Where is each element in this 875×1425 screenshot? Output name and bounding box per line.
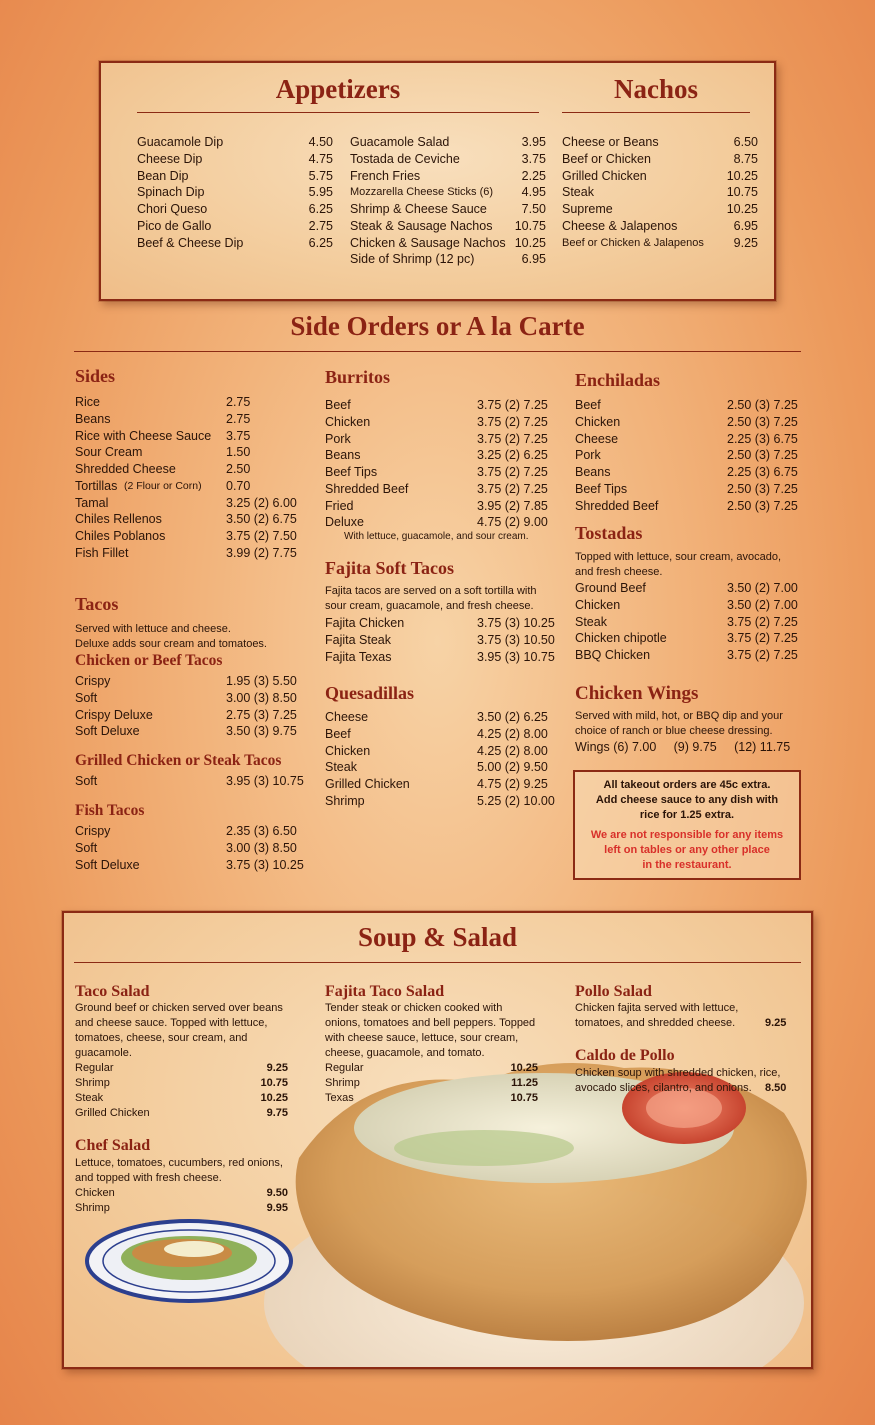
description-line: cheese, guacamole, and tomato. <box>325 1047 485 1059</box>
item-price: 2.50 (3) 7.25 <box>727 498 798 513</box>
menu-item <box>350 134 546 151</box>
menu-item <box>137 134 333 151</box>
item-name: Deluxe <box>325 515 364 530</box>
description-line: Ground beef or chicken served over beans <box>75 1002 283 1014</box>
item-name: Chicken & Sausage Nachos <box>350 235 506 250</box>
item-price: 2.25 <box>521 168 546 183</box>
item-name: Beef <box>325 726 351 741</box>
item-price: 9.50 <box>266 1187 288 1199</box>
menu-item <box>325 1061 538 1076</box>
fajita-tacos-desc-2: sour cream, guacamole, and fresh cheese. <box>325 600 534 612</box>
side-orders-title: Side Orders or A la Carte <box>290 311 585 341</box>
notice-red-1: We are not responsible for any items <box>590 829 784 841</box>
menu-item <box>325 1076 538 1091</box>
item-name: Soft Deluxe <box>75 857 140 872</box>
item-name: Ground Beef <box>575 581 646 595</box>
item-name: Shrimp <box>75 1202 110 1214</box>
item-price: 2.35 (3) 6.50 <box>226 824 297 838</box>
caldo-desc-2: avocado slices, cilantro, and onions. <box>575 1082 752 1094</box>
item-name: Shredded Beef <box>575 498 659 513</box>
item-name: Beans <box>575 465 611 479</box>
soup-salad-title: Soup & Salad <box>357 922 518 952</box>
item-name: Beef <box>325 398 351 412</box>
item-name: Beef Tips <box>325 465 378 479</box>
enchiladas-heading: Enchiladas <box>575 370 661 390</box>
takeout-notice <box>573 770 801 880</box>
lettuce-edge <box>394 1130 574 1166</box>
item-price: 5.95 <box>308 185 333 200</box>
item-name: French Fries <box>350 168 421 183</box>
pollo-salad-desc-1: Chicken fajita served with lettuce, <box>575 1002 739 1014</box>
wings-desc-2: choice of ranch or blue cheese dressing. <box>575 725 773 737</box>
item-name: Steak <box>75 1092 104 1104</box>
item-name: Soft Deluxe <box>75 724 140 739</box>
description-line: onions, tomatoes and bell peppers. Topped <box>325 1017 536 1029</box>
item-price: 4.75 <box>308 151 333 166</box>
item-name: Sour Cream <box>75 445 143 460</box>
item-name: Cheese <box>575 431 619 446</box>
item-price: 10.25 <box>510 1062 538 1074</box>
tacos-heading: Tacos <box>75 594 119 614</box>
item-name: Shredded Cheese <box>75 462 176 476</box>
item-price: 6.50 <box>733 135 758 149</box>
item-name: Beans <box>75 411 111 426</box>
item-price: 3.00 (3) 8.50 <box>226 690 297 705</box>
item-name: Regular <box>75 1062 114 1074</box>
item-name: Pico de Gallo <box>137 218 212 233</box>
caldo-heading: Caldo de Pollo <box>575 1047 675 1064</box>
item-name: Soft <box>75 774 98 788</box>
soup-salad-rule <box>74 962 801 963</box>
item-price: 3.50 (3) 9.75 <box>226 724 297 739</box>
item-name: Bean Dip <box>137 168 189 183</box>
notice-line-3: rice for 1.25 extra. <box>639 809 735 821</box>
item-price: 10.75 <box>726 185 758 200</box>
item-price: 3.95 (2) 7.85 <box>477 498 548 513</box>
item-name: Guacamole Salad <box>350 135 450 149</box>
menu-item <box>350 184 546 201</box>
item-name: Shredded Beef <box>325 481 409 496</box>
item-price: 3.75 (3) 10.25 <box>226 857 304 872</box>
description-line: and topped with fresh cheese. <box>75 1172 222 1184</box>
notice-red-2: left on tables or any other place <box>604 844 770 856</box>
item-name: Regular <box>325 1062 364 1074</box>
item-price: 6.25 <box>308 202 333 216</box>
description-line: Tender steak or chicken cooked with <box>325 1002 503 1014</box>
item-price: 2.50 (3) 7.25 <box>727 481 798 496</box>
menu-item <box>137 235 333 252</box>
item-price: 10.25 <box>726 202 758 216</box>
item-price: 3.50 (2) 7.00 <box>727 597 798 612</box>
item-price: 2.25 (3) 6.75 <box>727 465 798 479</box>
item-name: Cheese <box>325 710 369 724</box>
item-price: 3.75 <box>521 151 546 166</box>
quesadillas-heading: Quesadillas <box>325 683 415 703</box>
item-name: Chicken <box>325 743 371 758</box>
description-line: and cheese sauce. Topped with lettuce, <box>75 1017 268 1029</box>
item-name: Steak & Sausage Nachos <box>350 218 493 233</box>
item-name: Texas <box>325 1092 354 1104</box>
item-name: Grilled Chicken <box>75 1107 150 1119</box>
item-price: 6.25 <box>308 235 333 250</box>
item-name: Beans <box>325 448 361 463</box>
menu-item <box>562 168 758 185</box>
item-name: Chicken <box>575 597 621 612</box>
item-name: Cheese or Beans <box>562 135 659 149</box>
item-price: 3.25 (2) 6.00 <box>226 495 297 510</box>
item-name: Steak <box>325 760 357 775</box>
item-name: Chicken chipotle <box>575 631 667 646</box>
menu-item <box>75 1061 288 1076</box>
menu-item <box>137 168 333 185</box>
chef-salad-heading: Chef Salad <box>75 1137 151 1154</box>
item-price: 4.25 (2) 8.00 <box>477 726 548 741</box>
item-price: 9.95 <box>266 1202 288 1214</box>
sides-heading: Sides <box>75 366 116 386</box>
item-name: Fajita Chicken <box>325 616 405 630</box>
item-price: 3.25 (2) 6.25 <box>477 448 548 463</box>
menu-item <box>350 235 546 252</box>
description-line: tomatoes, cheese, sour cream, and <box>75 1032 248 1044</box>
item-price: 0.70 <box>226 478 251 493</box>
item-name: Fajita Steak <box>325 632 392 647</box>
item-name: Fried <box>325 498 354 513</box>
item-name: Beef or Chicken & Jalapenos <box>562 236 704 249</box>
burritos-deluxe-note: With lettuce, guacamole, and sour cream. <box>344 531 529 542</box>
item-name: Cheese Dip <box>137 151 203 166</box>
nachos-title: Nachos <box>613 74 698 104</box>
item-price: 7.50 <box>521 202 546 216</box>
menu-item <box>562 134 758 151</box>
description-line: with cheese sauce, lettuce, sour cream, <box>325 1032 519 1044</box>
item-name: Beef Tips <box>575 481 628 496</box>
item-name: Beef <box>575 398 601 412</box>
item-price: 3.50 (2) 6.25 <box>477 710 548 724</box>
menu-item <box>562 218 758 235</box>
item-price: 2.75 (3) 7.25 <box>226 707 297 722</box>
taco-salad-heading: Taco Salad <box>75 983 150 1000</box>
item-price: 3.50 (2) 6.75 <box>226 512 297 527</box>
item-price: 3.95 (3) 10.75 <box>477 649 555 664</box>
item-price: 4.95 <box>521 185 546 200</box>
item-name: Shrimp <box>325 1077 360 1089</box>
menu-item <box>562 184 758 201</box>
item-name: Fish Fillet <box>75 545 129 560</box>
menu-item <box>350 201 546 218</box>
item-name: Crispy <box>75 824 111 838</box>
menu-item <box>562 201 758 218</box>
item-price: 10.75 <box>510 1092 538 1104</box>
item-price: 3.75 (2) 7.25 <box>477 431 548 446</box>
item-price: 10.75 <box>260 1077 288 1089</box>
item-name: Crispy <box>75 674 111 688</box>
item-price: 10.75 <box>514 218 546 233</box>
fish-tacos-heading: Fish Tacos <box>75 802 145 819</box>
item-name: Chiles Rellenos <box>75 512 162 527</box>
item-price: 3.75 (2) 7.25 <box>727 631 798 646</box>
soup-salad-panel <box>62 911 813 1369</box>
side-orders-rule <box>74 351 801 352</box>
fajita-tacos-desc-1: Fajita tacos are served on a soft tortilla with <box>325 585 537 597</box>
caldo-price: 8.50 <box>765 1082 787 1094</box>
menu-item <box>137 184 333 201</box>
fajita-tacos-heading: Fajita Soft Tacos <box>325 558 455 578</box>
item-price: 2.50 (3) 7.25 <box>727 414 798 429</box>
item-name: Fajita Texas <box>325 649 392 664</box>
item-price: 5.00 (2) 9.50 <box>477 760 548 775</box>
menu-item <box>75 1106 288 1121</box>
item-price: 10.25 <box>514 235 546 250</box>
taco-salad-bowl-image <box>64 913 813 1369</box>
item-name: Shrimp <box>75 1077 110 1089</box>
menu-item <box>562 235 758 252</box>
notice-line-1: All takeout orders are 45c extra. <box>603 779 771 791</box>
item-price: 4.50 <box>308 135 333 149</box>
item-name: Supreme <box>562 202 613 216</box>
item-price: 8.75 <box>733 151 758 166</box>
menu-item <box>75 1076 288 1091</box>
item-name: Beef or Chicken <box>562 151 651 166</box>
tacos-desc-1: Served with lettuce and cheese. <box>75 623 231 635</box>
item-name: Pork <box>325 431 351 446</box>
wings-prices: Wings (6) 7.00 (9) 9.75 (12) 11.75 <box>575 740 791 754</box>
item-price: 3.75 <box>226 428 251 443</box>
item-name: Shrimp <box>325 793 365 808</box>
item-price: 9.25 <box>266 1062 288 1074</box>
item-price: 11.25 <box>511 1077 538 1089</box>
item-price: 3.95 <box>521 135 546 149</box>
item-name: Grilled Chicken <box>325 777 410 791</box>
item-name: Grilled Chicken <box>562 168 647 183</box>
item-name: Cheese & Jalapenos <box>562 218 678 233</box>
item-price: 3.75 (3) 10.50 <box>477 632 555 647</box>
item-name: Side of Shrimp (12 pc) <box>350 252 475 267</box>
chicken-beef-tacos-heading: Chicken or Beef Tacos <box>75 652 223 669</box>
tostadas-heading: Tostadas <box>575 523 643 543</box>
menu-item <box>325 1091 538 1106</box>
item-name: Beef & Cheese Dip <box>137 235 244 250</box>
pollo-salad-heading: Pollo Salad <box>575 983 652 1000</box>
notice-red-3: in the restaurant. <box>642 859 732 871</box>
item-name: Chori Queso <box>137 202 208 216</box>
item-name: Tortillas <box>75 478 118 493</box>
item-price: 3.75 (2) 7.50 <box>226 529 297 543</box>
item-name: Rice <box>75 395 101 409</box>
item-price: 2.50 (3) 7.25 <box>727 398 798 412</box>
item-price: 2.75 <box>226 411 251 426</box>
tostadas-desc-2: and fresh cheese. <box>575 566 663 578</box>
item-name: Steak <box>575 614 607 629</box>
item-price: 9.75 <box>266 1107 288 1119</box>
item-price: 6.95 <box>521 252 546 267</box>
item-price: 1.50 <box>226 445 251 460</box>
menu-item <box>350 218 546 235</box>
item-price: 3.75 (2) 7.25 <box>727 648 798 662</box>
menu-item <box>75 1201 288 1216</box>
item-name: Soft <box>75 840 98 855</box>
wings-heading: Chicken Wings <box>575 683 699 704</box>
item-name: Guacamole Dip <box>137 135 224 149</box>
pollo-salad-price: 9.25 <box>765 1017 787 1029</box>
item-price: 3.75 (2) 7.25 <box>477 414 548 429</box>
item-price: 3.00 (3) 8.50 <box>226 840 297 855</box>
item-price: 2.75 <box>226 395 251 409</box>
item-note: (2 Flour or Corn) <box>124 479 202 492</box>
item-price: 2.75 <box>308 218 333 233</box>
chef-salad-cheese <box>164 1241 224 1257</box>
item-price: 5.75 <box>308 168 333 183</box>
caldo-desc-1: Chicken soup with shredded chicken, rice, <box>575 1067 781 1079</box>
menu-item <box>75 1091 288 1106</box>
menu-item <box>562 151 758 168</box>
item-name: Crispy Deluxe <box>75 707 153 722</box>
item-name: Rice with Cheese Sauce <box>75 428 212 443</box>
item-price: 4.75 (2) 9.00 <box>477 515 548 530</box>
item-name: Mozzarella Cheese Sticks (6) <box>350 186 494 199</box>
tacos-desc-2: Deluxe adds sour cream and tomatoes. <box>75 638 267 650</box>
description-line: Lettuce, tomatoes, cucumbers, red onions, <box>75 1157 283 1169</box>
item-name: Shrimp & Cheese Sauce <box>350 202 487 216</box>
item-price: 4.75 (2) 9.25 <box>477 777 548 791</box>
fajita-taco-salad-heading: Fajita Taco Salad <box>325 983 445 1000</box>
item-name: Tostada de Ceviche <box>350 151 460 166</box>
notice-line-2: Add cheese sauce to any dish with <box>595 794 779 806</box>
item-name: Chiles Poblanos <box>75 529 166 543</box>
item-name: Pork <box>575 448 601 463</box>
item-price: 1.95 (3) 5.50 <box>226 674 297 688</box>
item-price: 4.25 (2) 8.00 <box>477 743 548 758</box>
item-name: Chicken <box>575 414 621 429</box>
item-name: BBQ Chicken <box>575 648 651 662</box>
item-name: Spinach Dip <box>137 185 205 200</box>
item-price: 10.25 <box>726 168 758 183</box>
appetizers-rule <box>137 112 539 113</box>
item-price: 3.99 (2) 7.75 <box>226 545 297 560</box>
grilled-tacos-heading: Grilled Chicken or Steak Tacos <box>75 752 282 769</box>
item-price: 3.95 (3) 10.75 <box>226 774 304 788</box>
menu-item <box>350 251 546 268</box>
menu-item <box>137 151 333 168</box>
tostadas-desc-1: Topped with lettuce, sour cream, avocado, <box>575 551 782 563</box>
item-name: Chicken <box>325 414 371 429</box>
appetizers-title: Appetizers <box>275 74 401 104</box>
burritos-heading: Burritos <box>325 367 390 387</box>
menu-item <box>137 218 333 235</box>
item-price: 5.25 (2) 10.00 <box>477 793 555 808</box>
nachos-rule <box>562 112 750 113</box>
wings-desc-1: Served with mild, hot, or BBQ dip and your <box>575 710 783 722</box>
item-price: 6.95 <box>733 218 758 233</box>
item-price: 3.50 (2) 7.00 <box>727 581 798 595</box>
item-price: 2.50 (3) 7.25 <box>727 448 798 463</box>
item-price: 9.25 <box>733 235 758 250</box>
item-price: 3.75 (2) 7.25 <box>477 465 548 479</box>
menu-item <box>350 168 546 185</box>
pollo-salad-desc-2: tomatoes, and shredded cheese. <box>575 1017 736 1029</box>
item-name: Soft <box>75 690 98 705</box>
item-price: 3.75 (2) 7.25 <box>727 614 798 629</box>
item-name: Steak <box>562 185 594 200</box>
item-price: 10.25 <box>260 1092 288 1104</box>
item-name: Tamal <box>75 495 109 510</box>
menu-item <box>350 151 546 168</box>
item-price: 3.75 (3) 10.25 <box>477 616 555 630</box>
menu-item <box>137 201 333 218</box>
item-price: 2.25 (3) 6.75 <box>727 431 798 446</box>
item-price: 3.75 (2) 7.25 <box>477 481 548 496</box>
item-name: Chicken <box>75 1187 115 1199</box>
menu-item <box>75 1186 288 1201</box>
item-price: 2.50 <box>226 462 251 476</box>
description-line: guacamole. <box>75 1047 132 1059</box>
item-price: 3.75 (2) 7.25 <box>477 398 548 412</box>
